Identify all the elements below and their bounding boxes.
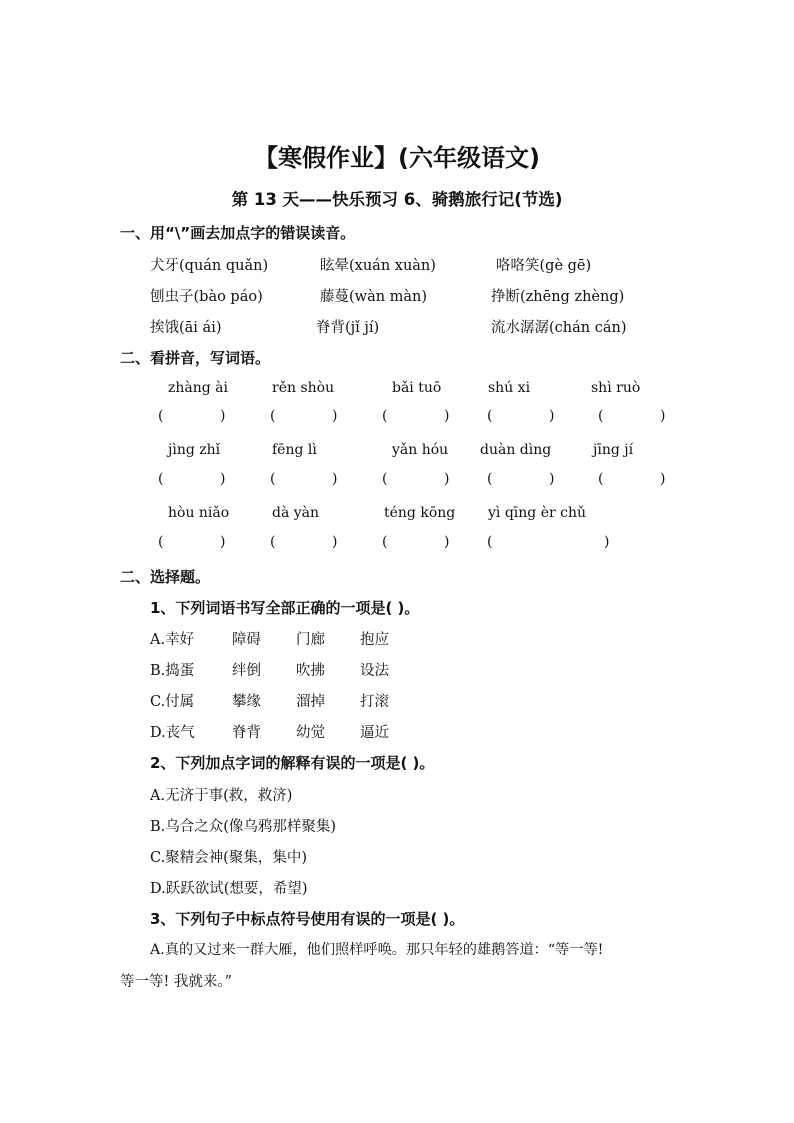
pinyin-prompt: fēng lì: [272, 442, 317, 458]
answer-blank-close: ): [660, 471, 666, 487]
pronunciation-item: 咯咯笑(gè gē): [496, 258, 592, 274]
answer-blank-open[interactable]: (: [270, 408, 276, 424]
q1-option-word: 设法: [360, 663, 389, 679]
answer-blank-close: ): [220, 471, 226, 487]
pinyin-prompt: bǎi tuō: [392, 380, 442, 396]
pronunciation-item: 挣断(zhēng zhèng): [491, 289, 625, 305]
pronunciation-item: 藤蔓(wàn màn): [320, 289, 428, 305]
q2-option-b[interactable]: B.乌合之众(像乌鸦那样聚集): [150, 819, 337, 835]
pronunciation-item: 流水潺潺(chán cán): [491, 320, 627, 336]
pronunciation-item: 眩晕(xuán xuàn): [320, 258, 436, 274]
pinyin-prompt: dà yàn: [272, 505, 320, 521]
pinyin-prompt: zhàng ài: [168, 380, 228, 396]
answer-blank-close: ): [332, 534, 338, 550]
q1-option-word: 攀缘: [232, 694, 261, 710]
pronunciation-item: 犬牙(quán quǎn): [150, 258, 269, 274]
answer-blank-close: ): [444, 471, 450, 487]
pinyin-prompt: yǎn hóu: [392, 442, 449, 458]
answer-blank-close: ): [332, 408, 338, 424]
q1-option-a-label[interactable]: A.幸好: [150, 632, 195, 648]
answer-blank-open[interactable]: (: [382, 408, 388, 424]
q1-option-word: 打滚: [360, 694, 389, 710]
worksheet-title: 【寒假作业】(六年级语文): [254, 144, 540, 172]
answer-blank-open[interactable]: (: [270, 534, 276, 550]
q1-option-word: 吹拂: [296, 663, 325, 679]
answer-blank-close: ): [549, 471, 555, 487]
q1-option-c-label[interactable]: C.付属: [150, 694, 195, 710]
pronunciation-item: 脊背(jǐ jí): [316, 320, 380, 336]
answer-blank-close: ): [332, 471, 338, 487]
pinyin-prompt: jìng zhǐ: [168, 442, 221, 458]
pinyin-prompt: hòu niǎo: [168, 505, 230, 521]
section3-heading: 二、选择题。: [120, 568, 211, 586]
q2-option-d[interactable]: D.跃跃欲试(想要，希望): [150, 881, 308, 897]
pinyin-prompt: jīng jí: [593, 442, 634, 458]
answer-blank-open[interactable]: (: [158, 471, 164, 487]
worksheet-subtitle: 第 13 天——快乐预习 6、骑鹅旅行记(节选): [231, 190, 563, 209]
answer-blank-open[interactable]: (: [158, 408, 164, 424]
question-2-stem: 2、下列加点字词的解释有误的一项是( )。: [150, 754, 435, 772]
answer-blank-close: ): [660, 408, 666, 424]
q1-option-word: 障碍: [232, 632, 261, 648]
q1-option-word: 脊背: [232, 725, 261, 741]
pinyin-prompt: yì qīng èr chǔ: [488, 505, 587, 521]
q1-option-d-label[interactable]: D.丧气: [150, 725, 195, 741]
answer-blank-open[interactable]: (: [158, 534, 164, 550]
answer-blank-open[interactable]: (: [598, 408, 604, 424]
q1-option-word: 抱应: [360, 632, 389, 648]
q1-option-word: 绊倒: [232, 663, 261, 679]
answer-blank-open[interactable]: (: [382, 534, 388, 550]
q1-option-word: 门廊: [296, 632, 325, 648]
q1-option-word: 溜掉: [296, 694, 325, 710]
answer-blank-open[interactable]: (: [487, 408, 493, 424]
q3-option-a[interactable]: A.真的又过来一群大雁，他们照样呼唤。那只年轻的雄鹅答道：“等一等!: [150, 942, 604, 958]
pinyin-prompt: rěn shòu: [272, 380, 335, 396]
section2-heading: 二、看拼音，写词语。: [120, 349, 271, 367]
pinyin-prompt: duàn dìng: [480, 442, 552, 458]
question-3-stem: 3、下列句子中标点符号使用有误的一项是( )。: [150, 910, 465, 928]
q1-option-word: 幼觉: [296, 725, 325, 741]
pinyin-prompt: shì ruò: [591, 380, 641, 396]
pinyin-prompt: téng kōng: [384, 505, 456, 521]
section1-heading: 一、用“\”画去加点字的错误读音。: [120, 224, 356, 242]
pinyin-prompt: shú xi: [488, 380, 531, 396]
question-1-stem: 1、下列词语书写全部正确的一项是( )。: [150, 599, 420, 617]
pronunciation-item: 刨虫子(bào páo): [150, 289, 263, 305]
answer-blank-close: ): [220, 534, 226, 550]
q2-option-c[interactable]: C.聚精会神(聚集，集中): [150, 850, 307, 866]
answer-blank-close: ): [220, 408, 226, 424]
q2-option-a[interactable]: A.无济于事(救，救济): [150, 788, 293, 804]
answer-blank-close: ): [444, 534, 450, 550]
answer-blank-open[interactable]: (: [382, 471, 388, 487]
answer-blank-open[interactable]: (: [598, 471, 604, 487]
answer-blank-open[interactable]: (: [487, 534, 493, 550]
answer-blank-close: ): [604, 534, 610, 550]
q1-option-b-label[interactable]: B.捣蛋: [150, 663, 195, 679]
answer-blank-close: ): [444, 408, 450, 424]
q3-option-a-continued: 等一等! 我就来。”: [120, 974, 233, 990]
pronunciation-item: 挨饿(āi ái): [150, 320, 222, 336]
answer-blank-open[interactable]: (: [270, 471, 276, 487]
answer-blank-close: ): [549, 408, 555, 424]
q1-option-word: 逼近: [360, 725, 389, 741]
answer-blank-open[interactable]: (: [487, 471, 493, 487]
